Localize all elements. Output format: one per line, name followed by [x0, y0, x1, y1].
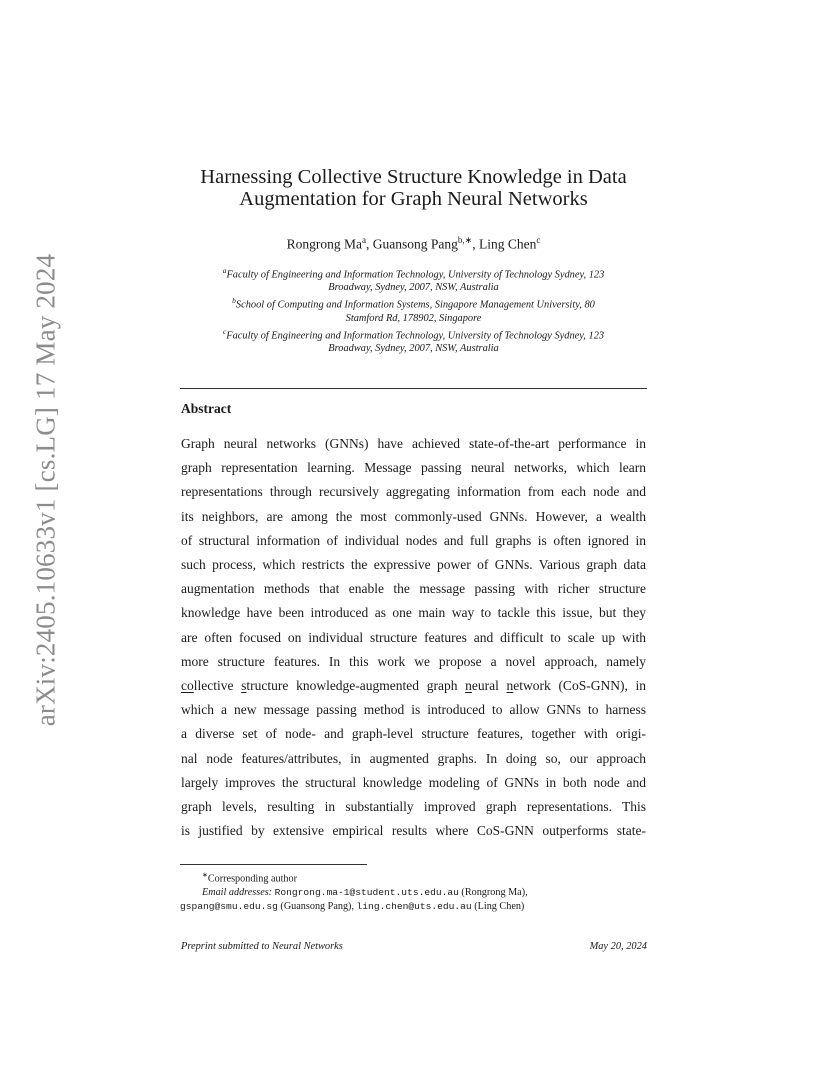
abstract-line: graph representation learning. Message passing neural networks, which learn [181, 460, 646, 476]
author-name: Rongrong Ma [286, 236, 363, 252]
abstract-line: of structural information of individual nodes and full graphs is often ignored in [181, 532, 646, 548]
title-line-2: Augmentation for Graph Neural Networks [239, 188, 588, 210]
affiliation-line: Broadway, Sydney, 2007, NSW, Australia [328, 343, 499, 355]
affiliations [180, 264, 647, 355]
abstract-line: representations through recursively aggregating information from each node and [181, 484, 646, 500]
author-name: Ling Chen [478, 236, 537, 252]
abstract-line: largely improves the structural knowledge modeling of GNNs in both node and [181, 774, 646, 790]
abstract-line: are often focused on individual structure features and difficult to scale up with [181, 629, 646, 645]
author-mark: c [536, 235, 541, 245]
affiliation-line: $^c$Faculty of Engineering and Information Technology, University of Technology Sydney, 123 [222, 326, 605, 342]
abstract-line: more structure features. In this work we propose a novel approach, namely [181, 653, 646, 669]
abstract-heading: Abstract [181, 401, 232, 416]
affiliation-line: $^b$School of Computing and Information Systems, Singapore Management University, 80 [232, 296, 595, 311]
abstract-line: such process, which restricts the expressive power of GNNs. Various graph data [181, 557, 646, 573]
abstract-line-acronym: collective structure knowledge-augmented graph neural network (CoS-GNN), in [181, 678, 646, 694]
email-link[interactable]: gspang@smu.edu.sg [180, 900, 278, 912]
abstract-line: is justified by extensive empirical results where CoS-GNN outperforms state- [181, 823, 646, 839]
footnote-emails: Email addresses: Rongrong.ma-1@student.uts.edu.au (Rongrong Ma), [202, 886, 528, 898]
abstract-line: graph levels, resulting in substantially improved graph representations. This [181, 799, 646, 815]
abstract-line: knowledge have been introduced as one main way to tackle this issue, but they [181, 605, 646, 621]
preprint-note: Preprint submitted to Neural Networks [181, 941, 343, 952]
abstract-line: which a new message passing method is introduced to allow GNNs to harness [181, 702, 646, 718]
footnote-divider [180, 864, 367, 865]
footnotes [180, 869, 647, 913]
preprint-date: May 20, 2024 [589, 941, 647, 952]
author-mark: b,∗ [457, 235, 473, 245]
affiliation-line: $^a$Faculty of Engineering and Information Technology, University of Technology Sydney, 123 [222, 266, 605, 281]
divider [180, 388, 647, 389]
email-link[interactable]: Rongrong.ma-1@student.uts.edu.au [274, 886, 459, 898]
abstract-line: its neighbors, are among the most commonly-used GNNs. However, a wealth [181, 508, 646, 524]
author-name: Guansong Pang [372, 236, 458, 252]
email-link[interactable]: ling.chen@uts.edu.au [356, 900, 472, 912]
abstract-line: augmentation methods that enable the message passing with richer structure [181, 581, 646, 597]
author-list: Rongrong Ma$^a$, Guansong Pang$^{b,∗}$, Ling Chen$^c$ [286, 235, 541, 252]
abstract-line: Graph neural networks (GNNs) have achieved state-of-the-art performance in [181, 436, 646, 451]
author-mark: a [362, 235, 367, 245]
footnote-emails-cont: gspang@smu.edu.sg (Guansong Pang), ling.chen@uts.edu.au (Ling Chen) [180, 900, 525, 912]
arxiv-identifier: arXiv:2405.10633v1 [cs.LG] 17 May 2024 [30, 253, 61, 727]
footnote-corresponding: ∗Corresponding author [202, 871, 298, 885]
abstract-text [181, 432, 646, 843]
affiliation-line: Stamford Rd, 178902, Singapore [345, 312, 482, 324]
abstract-line: nal node features/attributes, in augmented graphs. In doing so, our approach [181, 750, 646, 766]
paper-title [180, 166, 647, 210]
affiliation-line: Broadway, Sydney, 2007, NSW, Australia [328, 282, 499, 294]
abstract-line: a diverse set of node- and graph-level structure features, together with origi- [181, 726, 646, 742]
title-line-1: Harnessing Collective Structure Knowledge in Data [200, 166, 627, 188]
